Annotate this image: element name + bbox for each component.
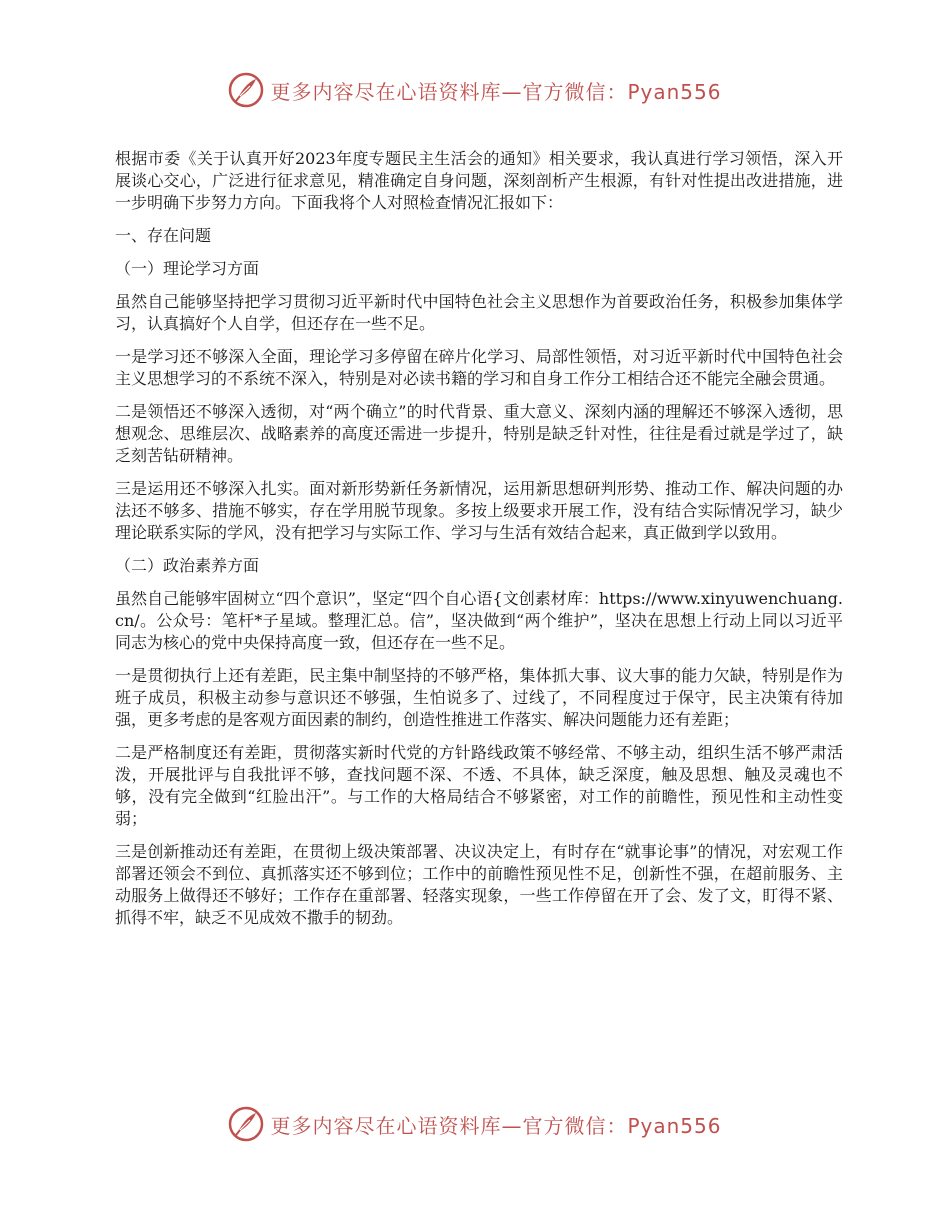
political-literacy-point-2: 二是严格制度还有差距，贯彻落实新时代党的方针路线政策不够经常、不够主动，组织生活不够严肃活泼，开展批评与自我批评不够，查找问题不深、不透、不具体，缺乏深度，触及思想、触及灵魂也不够，没有完全做到“红脸出汗”。与工作的大格局结合不够紧密，对工作的前瞻性，预见性和主动性变弱； [115, 743, 843, 828]
political-literacy-intro: 虽然自己能够牢固树立“四个意识”，坚定“四个自心语{文创素材库：https://www.xinyuwenchuang.cn/。公众号：笔杆*子星域。整理汇总。信”，坚决做到“两个维护”，坚决在思想上行动上同以习近平同志为核心的党中央保持高度一致，但还存在一些不足。 [115, 589, 843, 652]
header-banner [0, 68, 950, 112]
document-body [115, 148, 843, 940]
section-heading-problems: 一、存在问题 [115, 226, 212, 245]
intro-paragraph: 根据市委《关于认真开好2023年度专题民主生活会的通知》相关要求，我认真进行学习领悟，深入开展谈心交心，广泛进行征求意见，精准确定自身问题，深刻剖析产生根源，有针对性提出改进措施，进一步明确下步努力方向。下面我将个人对照检查情况汇报如下： [115, 149, 843, 212]
footer-banner [0, 1102, 950, 1146]
feather-quill-logo-icon [228, 72, 264, 108]
theory-study-point-2: 二是领悟还不够深入透彻，对“两个确立”的时代背景、重大意义、深刻内涵的理解还不够深入透彻，思想观念、思维层次、战略素养的高度还需进一步提升，特别是缺乏针对性，往往是看过就是学过了，缺乏刻苦钻研精神。 [115, 402, 843, 465]
theory-study-intro: 虽然自己能够坚持把学习贯彻习近平新时代中国特色社会主义思想作为首要政治任务，积极参加集体学习，认真搞好个人自学，但还存在一些不足。 [115, 292, 843, 333]
theory-study-point-3: 三是运用还不够深入扎实。面对新形势新任务新情况，运用新思想研判形势、推动工作、解决问题的办法还不够多、措施不够实，存在学用脱节现象。多按上级要求开展工作，没有结合实际情况学习，缺少理论联系实际的学风，没有把学习与实际工作、学习与生活有效结合起来，真正做到学以致用。 [115, 479, 843, 542]
banner-text: 更多内容尽在心语资料库—官方微信：Pyan556 [270, 79, 722, 104]
feather-quill-logo-icon [228, 1106, 264, 1142]
political-literacy-point-3: 三是创新推动还有差距，在贯彻上级决策部署、决议决定上，有时存在“就事论事”的情况，对宏观工作部署还领会不到位、真抓落实还不够到位；工作中的前瞻性预见性不足，创新性不强，在超前服务、主动服务上做得还不够好；工作存在重部署、轻落实现象，一些工作停留在开了会、发了文，盯得不紧、抓得不牢，缺乏不见成效不撒手的韧劲。 [115, 842, 843, 927]
banner-text: 更多内容尽在心语资料库—官方微信：Pyan556 [270, 1113, 722, 1138]
theory-study-point-1: 一是学习还不够深入全面，理论学习多停留在碎片化学习、局部性领悟，对习近平新时代中国特色社会主义思想学习的不系统不深入，特别是对必读书籍的学习和自身工作分工相结合还不能完全融会贯通。 [115, 347, 843, 388]
political-literacy-point-1: 一是贯彻执行上还有差距，民主集中制坚持的不够严格，集体抓大事、议大事的能力欠缺，特别是作为班子成员，积极主动参与意识还不够强，生怕说多了、过线了，不同程度过于保守，民主决策有待加强，更多考虑的是客观方面因素的制约，创造性推进工作落实、解决问题能力还有差距； [115, 666, 843, 729]
subsection-heading-political-literacy: （二）政治素养方面 [115, 556, 260, 575]
subsection-heading-theory-study: （一）理论学习方面 [115, 259, 260, 278]
